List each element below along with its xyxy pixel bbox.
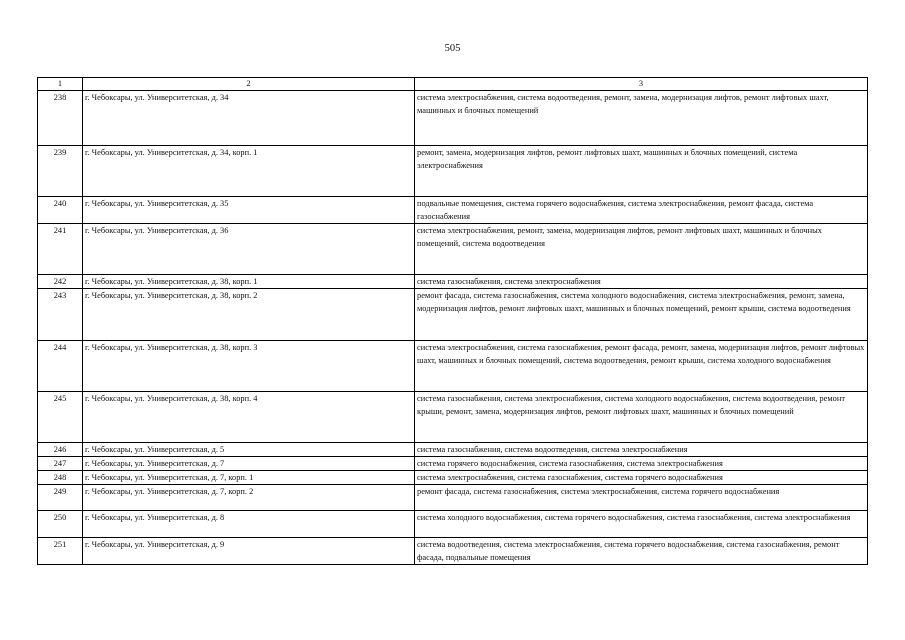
row-number: 239 xyxy=(38,146,83,197)
row-works: система газоснабжения, система электроснабжения xyxy=(415,275,868,289)
row-number: 251 xyxy=(38,538,83,565)
row-works: подвальные помещения, система горячего водоснабжения, система электроснабжения, ремонт фасада, система газоснабжения xyxy=(415,197,868,224)
row-number: 245 xyxy=(38,392,83,443)
table-row xyxy=(38,146,868,197)
row-address: г. Чебоксары, ул. Университетская, д. 38, корп. 3 xyxy=(83,341,415,392)
row-works: система водоотведения, система электроснабжения, система горячего водоснабжения, система газоснабжения, ремонт фасада, подвальные помещения xyxy=(415,538,868,565)
table-header-row xyxy=(38,78,868,91)
row-number: 247 xyxy=(38,457,83,471)
row-number: 246 xyxy=(38,443,83,457)
row-works: система газоснабжения, система электроснабжения, система холодного водоснабжения, система водоотведения, ремонт крыши, ремонт, замена, модернизация лифтов, ремонт лифтовых шахт, машинных и блочных помещений xyxy=(415,392,868,443)
row-address: г. Чебоксары, ул. Университетская, д. 9 xyxy=(83,538,415,565)
row-number: 250 xyxy=(38,511,83,538)
row-number: 244 xyxy=(38,341,83,392)
row-address: г. Чебоксары, ул. Университетская, д. 38, корп. 2 xyxy=(83,289,415,341)
row-number: 238 xyxy=(38,91,83,146)
row-works: ремонт фасада, система газоснабжения, система холодного водоснабжения, система электроснабжения, ремонт, замена, модернизация лифтов, ремонт лифтовых шахт, машинных и блочных помещений, ремонт крыши, система водоотведения xyxy=(415,289,868,341)
row-address: г. Чебоксары, ул. Университетская, д. 34 xyxy=(83,91,415,146)
row-address: г. Чебоксары, ул. Университетская, д. 38, корп. 4 xyxy=(83,392,415,443)
header-col-2: 2 xyxy=(83,78,415,91)
table-row xyxy=(38,197,868,224)
row-address: г. Чебоксары, ул. Университетская, д. 7, корп. 1 xyxy=(83,471,415,485)
row-works: ремонт фасада, система газоснабжения, система электроснабжения, система горячего водоснабжения xyxy=(415,485,868,511)
header-col-1: 1 xyxy=(38,78,83,91)
table-row xyxy=(38,511,868,538)
row-works: система газоснабжения, система водоотведения, система электроснабжения xyxy=(415,443,868,457)
row-works: система электроснабжения, система газоснабжения, ремонт фасада, ремонт, замена, модернизация лифтов, ремонт лифтовых шахт, машинных и блочных помещений, система водоотведения, ремонт крыши, система холодного водоснабжения xyxy=(415,341,868,392)
row-works: система электроснабжения, ремонт, замена, модернизация лифтов, ремонт лифтовых шахт, машинных и блочных помещений, система водоотведения xyxy=(415,224,868,275)
table-row xyxy=(38,341,868,392)
table-row xyxy=(38,289,868,341)
row-works: система электроснабжения, система водоотведения, ремонт, замена, модернизация лифтов, ремонт лифтовых шахт, машинных и блочных помещений xyxy=(415,91,868,146)
row-number: 249 xyxy=(38,485,83,511)
row-address: г. Чебоксары, ул. Университетская, д. 7 xyxy=(83,457,415,471)
row-works: система холодного водоснабжения, система горячего водоснабжения, система газоснабжения, система электроснабжения xyxy=(415,511,868,538)
row-number: 241 xyxy=(38,224,83,275)
table-row xyxy=(38,224,868,275)
table-row xyxy=(38,443,868,457)
table-row xyxy=(38,538,868,565)
table-row xyxy=(38,275,868,289)
row-number: 243 xyxy=(38,289,83,341)
table-row xyxy=(38,457,868,471)
row-number: 248 xyxy=(38,471,83,485)
row-address: г. Чебоксары, ул. Университетская, д. 34, корп. 1 xyxy=(83,146,415,197)
address-works-table xyxy=(37,77,868,565)
header-col-3: 3 xyxy=(415,78,868,91)
row-number: 240 xyxy=(38,197,83,224)
row-works: система электроснабжения, система газоснабжения, система горячего водоснабжения xyxy=(415,471,868,485)
row-address: г. Чебоксары, ул. Университетская, д. 38, корп. 1 xyxy=(83,275,415,289)
table-row xyxy=(38,485,868,511)
table-row xyxy=(38,392,868,443)
row-number: 242 xyxy=(38,275,83,289)
row-address: г. Чебоксары, ул. Университетская, д. 8 xyxy=(83,511,415,538)
row-address: г. Чебоксары, ул. Университетская, д. 35 xyxy=(83,197,415,224)
row-address: г. Чебоксары, ул. Университетская, д. 5 xyxy=(83,443,415,457)
row-address: г. Чебоксары, ул. Университетская, д. 7, корп. 2 xyxy=(83,485,415,511)
row-works: система горячего водоснабжения, система газоснабжения, система электроснабжения xyxy=(415,457,868,471)
row-works: ремонт, замена, модернизация лифтов, ремонт лифтовых шахт, машинных и блочных помещений, система электроснабжения xyxy=(415,146,868,197)
page-number: 505 xyxy=(444,43,461,54)
row-address: г. Чебоксары, ул. Университетская, д. 36 xyxy=(83,224,415,275)
table-row xyxy=(38,91,868,146)
table-row xyxy=(38,471,868,485)
